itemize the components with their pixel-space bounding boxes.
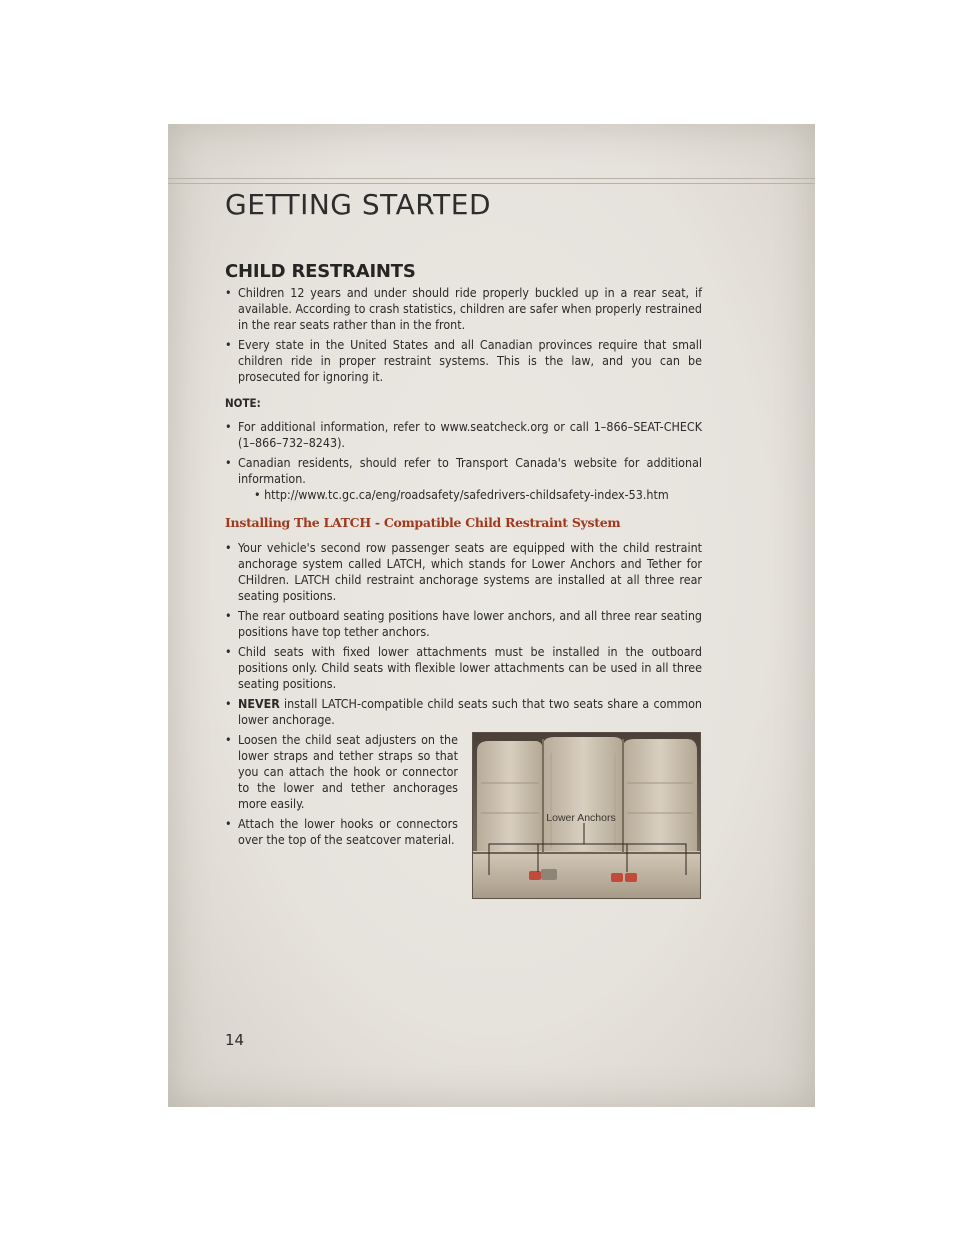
list-item: [225, 455, 702, 503]
child-restraints-list: [225, 285, 702, 385]
list-item: • Attach the lower hooks or connectors over the top of the seatcover material.: [225, 816, 458, 848]
never-text: install LATCH-compatible child seats such that two seats share a common lower anchorage.: [238, 696, 702, 727]
list-item: • Child seats with fixed lower attachments must be installed in the outboard positions only. Child seats with flexible lower attachments can be used in all three seating positions.: [225, 644, 702, 692]
list-item: • For additional information, refer to www.seatcheck.org or call 1–866–SEAT-CHECK (1–866–732–8243).: [225, 419, 702, 451]
list-item: • Every state in the United States and all Canadian provinces require that small children ride in proper restraint systems. This is the law, and you can be prosecuted for ignoring it.: [225, 337, 702, 385]
list-item: [225, 696, 702, 728]
lower-anchors-label: Lower Anchors: [546, 812, 616, 824]
page-number: 14: [225, 1031, 245, 1049]
never-emphasis: NEVER: [238, 696, 280, 711]
list-item: • Loosen the child seat adjusters on the lower straps and tether straps so that you can attach the hook or connector to the lower and tether anchorages more easily.: [225, 732, 458, 812]
latch-instructions-with-photo: [225, 732, 702, 848]
list-item: • Your vehicle's second row passenger seats are equipped with the child restraint anchorage system called LATCH, which stands for Lower Anchors and Tether for CHildren. LATCH child restraint anchorage systems are installed at all three rear seating positions.: [225, 540, 702, 604]
transport-canada-url: • http://www.tc.gc.ca/eng/roadsafety/safedrivers-childsafety-index-53.htm: [254, 487, 669, 502]
header-rule: [168, 183, 815, 184]
latch-steps-list: [225, 732, 458, 848]
page-content: [225, 261, 702, 852]
manual-page: [168, 124, 815, 1107]
latch-list: [225, 540, 702, 728]
child-restraints-heading: CHILD RESTRAINTS: [225, 261, 416, 282]
latch-heading: Installing The LATCH - Compatible Child Restraint System: [225, 515, 621, 530]
header-rule: [168, 178, 815, 179]
note-list: [225, 419, 702, 503]
rear-seat-photo: [472, 732, 701, 899]
section-title: GETTING STARTED: [225, 188, 492, 221]
list-item: • Children 12 years and under should ride properly buckled up in a rear seat, if available. According to crash statistics, children are safer when properly restrained in the rear seats rather than in the front.: [225, 285, 702, 333]
rear-seat-illustration: [473, 733, 700, 898]
note-label: NOTE:: [225, 396, 261, 410]
list-item: • The rear outboard seating positions have lower anchors, and all three rear seating positions have top tether anchors.: [225, 608, 702, 640]
list-item-text: Canadian residents, should refer to Transport Canada's website for additional information.: [238, 455, 702, 486]
